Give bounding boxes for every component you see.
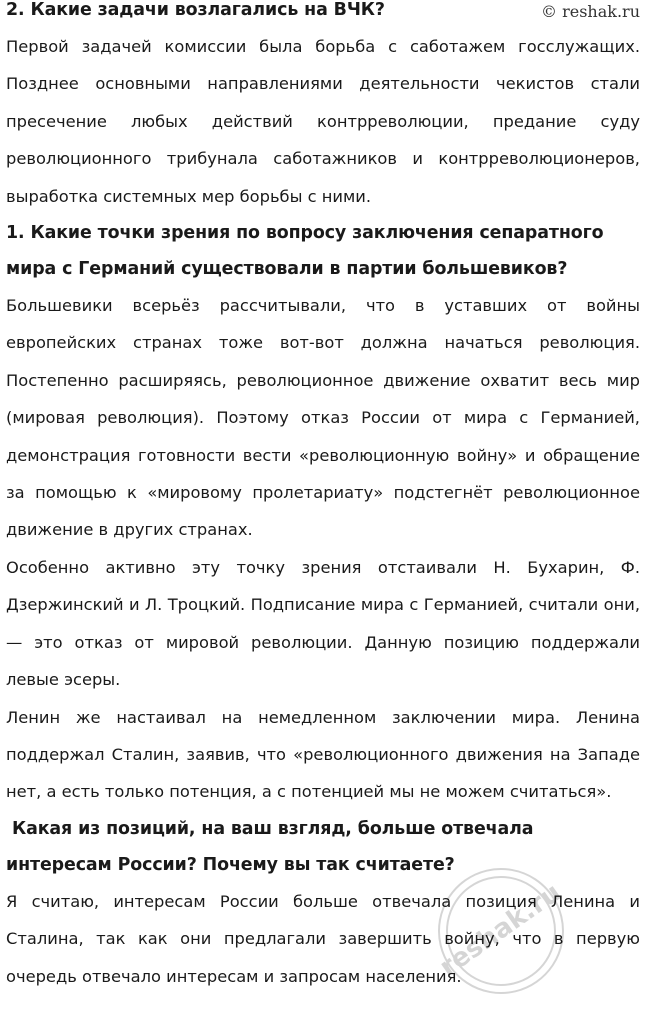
answer-separate-peace-paragraph-3: Ленин же настаивал на немедленном заключении мира. Ленина поддержал Сталин, заявив, что «революционного движения на Западе нет, а есть только потенция, а с потенцией мы не можем считаться». (6, 707, 640, 802)
answer-separate-peace-paragraph-2: Особенно активно эту точку зрения отстаивали Н. Бухарин, Ф. Дзержинский и Л. Троцкий. Подписание мира с Германией, считали они, — это отказ от мировой революции. Данную позицию поддержали левые эсеры. (6, 557, 640, 690)
source-label: © reshak.ru (541, 2, 640, 21)
answer-vchk-paragraph: Первой задачей комиссии была борьба с саботажем госслужащих. Позднее основными направлениями деятельности чекистов стали пресечение любых действий контрреволюции, предание суду революционного трибунала саботажников и контрреволюционеров, выработка системных мер борьбы с ними. (6, 37, 640, 206)
question-separate-peace-heading: 1. Какие точки зрения по вопросу заключения сепаратного мира с Германий существовали в партии большевиков? (6, 223, 604, 280)
answer-separate-peace-paragraph-1: Большевики всерьёз рассчитывали, что в уставших от войны европейских странах тоже вот-вот должна начаться революция. Постепенно расширяясь, революционное движение охватит весь мир (мировая революция). Поэтому отказ России от мира с Германией, демонстрация готовности вести «революционную войну» и обращение за помощью к «мировому пролетариату» подстегнёт революционное движение в других странах. (6, 296, 640, 540)
question-vchk-heading: 2. Какие задачи возлагались на ВЧК? (6, 0, 385, 20)
question-best-position-heading: Какая из позиций, на ваш взгляд, больше отвечала интересам России? Почему вы так считаете? (6, 818, 540, 875)
answer-best-position-paragraph: Я считаю, интересам России больше отвечала позиция Ленина и Сталина, так как они предлагали завершить войну, что в первую очередь отвечало интересам и запросам населения. (6, 891, 640, 986)
watermark-text: reshak.ru (434, 877, 567, 983)
